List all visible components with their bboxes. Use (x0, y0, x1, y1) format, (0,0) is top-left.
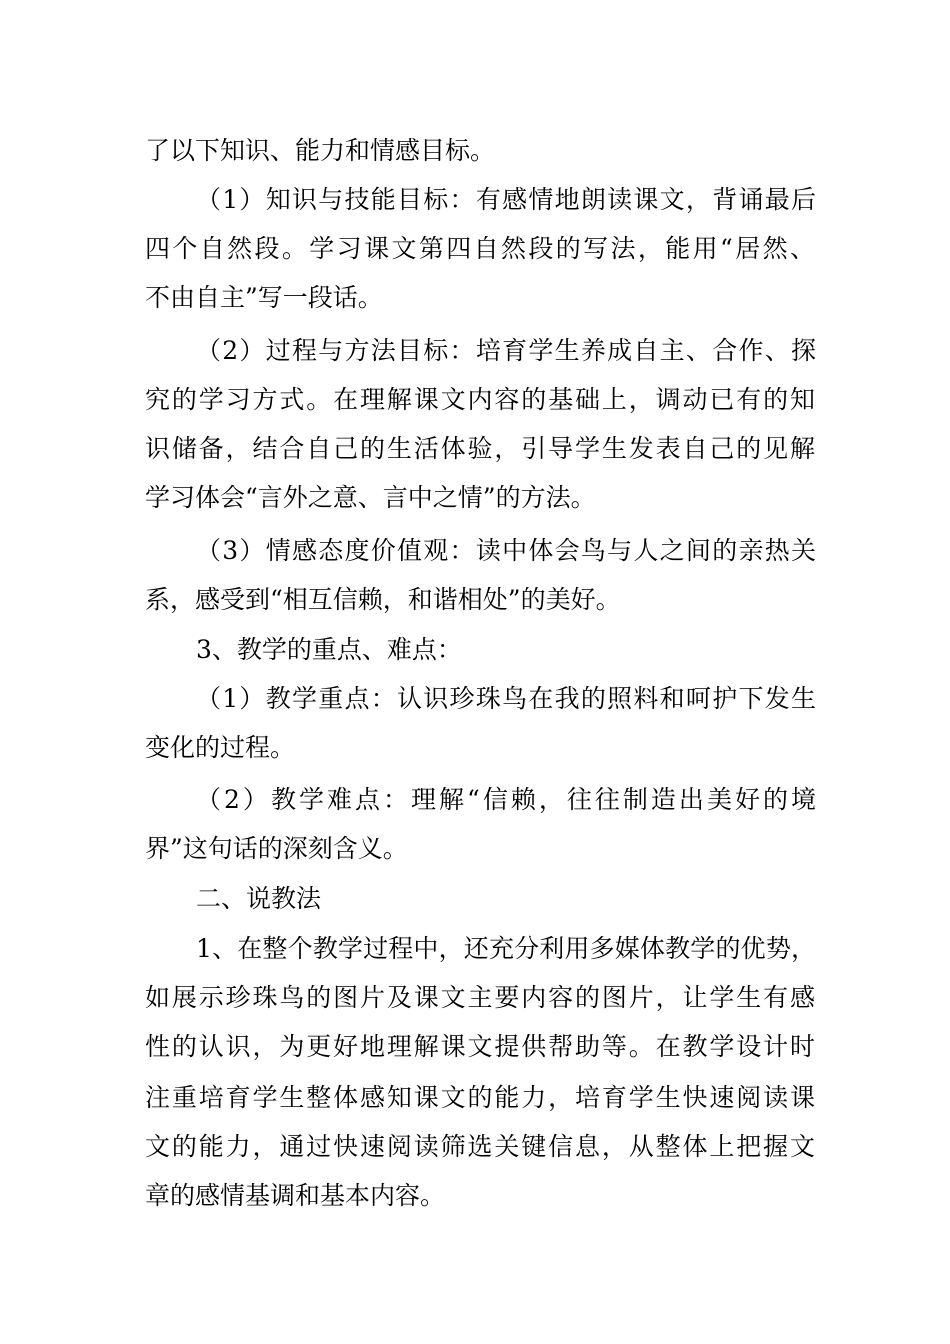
text-line: 了以下知识、能力和情感目标。 (145, 136, 496, 165)
text-line: 性的认识，为更好地理解课文提供帮助等。在教学设计时 (145, 1032, 815, 1061)
text-line: （1）教学重点：认识珍珠鸟在我的照料和呵护下发生 (196, 684, 816, 713)
text-line: 四个自然段。学习课文第四自然段的写法，能用“居然、 (145, 234, 815, 263)
text-line: （2）教学难点：理解“信赖，往往制造出美好的境 (196, 785, 816, 814)
text-line: 如展示珍珠鸟的图片及课文主要内容的图片，让学生有感 (145, 983, 815, 1012)
text-line: 章的感情基调和基本内容。 (145, 1181, 446, 1210)
text-line: 究的学习方式。在理解课文内容的基础上，调动已有的知 (145, 385, 815, 414)
text-line: 1、在整个教学过程中，还充分利用多媒体教学的优势， (196, 934, 816, 963)
text-line: （1）知识与技能目标：有感情地朗读课文，背诵最后 (196, 185, 816, 214)
text-line: （3）情感态度价值观：读中体会鸟与人之间的亲热关 (196, 536, 816, 565)
text-line: 识储备，结合自己的生活体验，引导学生发表自己的见解 (145, 434, 815, 463)
text-line: 界”这句话的深刻含义。 (145, 834, 408, 863)
section-heading: 二、说教法 (196, 884, 322, 913)
text-line: 注重培育学生整体感知课文的能力，培育学生快速阅读课 (145, 1083, 815, 1112)
section-heading: 3、教学的重点、难点： (196, 635, 462, 664)
text-line: （2）过程与方法目标：培育学生养成自主、合作、探 (196, 336, 816, 365)
text-line: 不由自主”写一段话。 (145, 283, 383, 312)
text-line: 文的能力，通过快速阅读筛选关键信息，从整体上把握文 (145, 1132, 815, 1161)
text-line: 变化的过程。 (145, 733, 296, 762)
text-line: 系，感受到“相互信赖，和谐相处”的美好。 (145, 585, 621, 614)
text-line: 学习体会“言外之意、言中之情”的方法。 (145, 483, 596, 512)
